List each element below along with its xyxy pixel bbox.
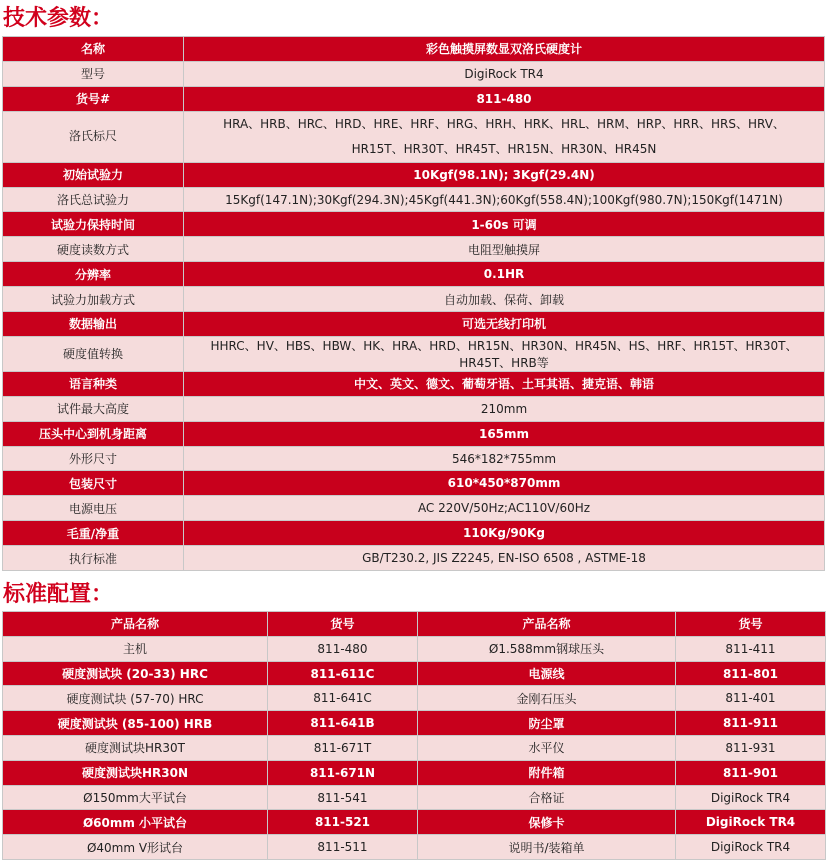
config-product-name: 硬度测试块 (20-33) HRC [3,661,268,686]
spec-label: 分辨率 [3,262,184,287]
config-item-code: 811-671T [268,736,418,761]
spec-value: 165mm [184,421,825,446]
config-row [3,736,826,761]
spec-row [3,162,825,187]
spec-label: 执行标准 [3,546,184,571]
header-product-name: 产品名称 [418,612,676,637]
spec-row [3,37,825,62]
config-item-code: DigiRock TR4 [676,810,826,835]
config-row [3,711,826,736]
config-item-code: 811-931 [676,736,826,761]
config-row [3,760,826,785]
config-item-code: 811-671N [268,760,418,785]
config-product-name: 金刚石压头 [418,686,676,711]
spec-value: 15Kgf(147.1N);30Kgf(294.3N);45Kgf(441.3N);60Kgf(558.4N);100Kgf(980.7N);150Kgf(1471N) [184,187,825,212]
spec-row [3,212,825,237]
config-row [3,686,826,711]
spec-row [3,446,825,471]
spec-row [3,471,825,496]
config-row [3,810,826,835]
config-product-name: Ø150mm大平试台 [3,785,268,810]
config-item-code: 811-401 [676,686,826,711]
config-item-code: 811-611C [268,661,418,686]
spec-label: 毛重/净重 [3,521,184,546]
spec-value: GB/T230.2, JIS Z2245, EN-ISO 6508 , ASTME-18 [184,546,825,571]
spec-row [3,521,825,546]
config-product-name: 硬度测试块HR30T [3,736,268,761]
spec-label: 名称 [3,37,184,62]
config-row [3,835,826,860]
config-item-code: 811-541 [268,785,418,810]
config-product-name: 电源线 [418,661,676,686]
config-item-code: 811-480 [268,636,418,661]
spec-label: 货号# [3,86,184,111]
spec-label: 电源电压 [3,496,184,521]
spec-row [3,396,825,421]
config-product-name: 合格证 [418,785,676,810]
config-product-name: 硬度测试块 (85-100) HRB [3,711,268,736]
config-row [3,661,826,686]
config-product-name: Ø40mm V形试台 [3,835,268,860]
spec-label: 压头中心到机身距离 [3,421,184,446]
config-product-name: 说明书/装箱单 [418,835,676,860]
config-item-code: 811-911 [676,711,826,736]
spec-value: DigiRock TR4 [184,61,825,86]
header-item-code: 货号 [676,612,826,637]
config-row [3,785,826,810]
spec-row [3,312,825,337]
spec-label: 洛氏总试验力 [3,187,184,212]
config-row [3,636,826,661]
spec-value: 610*450*870mm [184,471,825,496]
spec-label: 洛氏标尺 [3,111,184,162]
config-section-title: 标准配置： [3,581,114,608]
spec-value: HRA、HRB、HRC、HRD、HRE、HRF、HRG、HRH、HRK、HRL、HRM、HRP、HRR、HRS、HRV、HR15T、HR30T、HR45T、HR15N、HR30N、HR45N [184,111,825,162]
config-product-name: 硬度测试块HR30N [3,760,268,785]
config-item-code: 811-641B [268,711,418,736]
config-product-name: 附件箱 [418,760,676,785]
config-product-name: Ø60mm 小平试台 [3,810,268,835]
config-product-name: 防尘罩 [418,711,676,736]
spec-value: 可选无线打印机 [184,312,825,337]
spec-row [3,262,825,287]
spec-value: AC 220V/50Hz;AC110V/60Hz [184,496,825,521]
spec-label: 初始试验力 [3,162,184,187]
spec-value: 1-60s 可调 [184,212,825,237]
config-product-name: 水平仪 [418,736,676,761]
spec-value: 110Kg/90Kg [184,521,825,546]
config-item-code: 811-411 [676,636,826,661]
config-product-name: Ø1.588mm钢球压头 [418,636,676,661]
spec-value: 中文、英文、德文、葡萄牙语、土耳其语、捷克语、韩语 [184,371,825,396]
spec-row [3,421,825,446]
config-item-code: DigiRock TR4 [676,785,826,810]
spec-row [3,287,825,312]
config-item-code: 811-901 [676,760,826,785]
spec-value: 210mm [184,396,825,421]
spec-label: 试验力加载方式 [3,287,184,312]
spec-label: 硬度读数方式 [3,237,184,262]
spec-row [3,496,825,521]
spec-value: 彩色触摸屏数显双洛氏硬度计 [184,37,825,62]
spec-value: 811-480 [184,86,825,111]
spec-label: 数据输出 [3,312,184,337]
tech-spec-table [2,36,825,571]
spec-value: 电阻型触摸屏 [184,237,825,262]
spec-value: 自动加载、保荷、卸载 [184,287,825,312]
config-item-code: 811-511 [268,835,418,860]
spec-row [3,187,825,212]
config-header-row [3,612,826,637]
config-product-name: 硬度测试块 (57-70) HRC [3,686,268,711]
spec-row [3,61,825,86]
spec-label: 外形尺寸 [3,446,184,471]
spec-value: HHRC、HV、HBS、HBW、HK、HRA、HRD、HR15N、HR30N、HR45N、HS、HRF、HR15T、HR30T、HR45T、HRB等 [184,336,825,371]
spec-value: 10Kgf(98.1N); 3Kgf(29.4N) [184,162,825,187]
standard-config-table [2,611,826,860]
header-product-name: 产品名称 [3,612,268,637]
spec-row [3,546,825,571]
spec-label: 试验力保持时间 [3,212,184,237]
config-item-code: 811-521 [268,810,418,835]
config-product-name: 保修卡 [418,810,676,835]
config-product-name: 主机 [3,636,268,661]
spec-label: 试件最大高度 [3,396,184,421]
header-item-code: 货号 [268,612,418,637]
spec-label: 硬度值转换 [3,336,184,371]
spec-label: 型号 [3,61,184,86]
spec-row [3,237,825,262]
spec-row [3,371,825,396]
spec-label: 包装尺寸 [3,471,184,496]
tech-section-title: 技术参数： [3,5,114,31]
spec-value: 0.1HR [184,262,825,287]
config-item-code: 811-641C [268,686,418,711]
spec-row [3,86,825,111]
spec-value: 546*182*755mm [184,446,825,471]
spec-row [3,111,825,162]
config-item-code: 811-801 [676,661,826,686]
config-item-code: DigiRock TR4 [676,835,826,860]
spec-label: 语言种类 [3,371,184,396]
spec-row [3,336,825,371]
